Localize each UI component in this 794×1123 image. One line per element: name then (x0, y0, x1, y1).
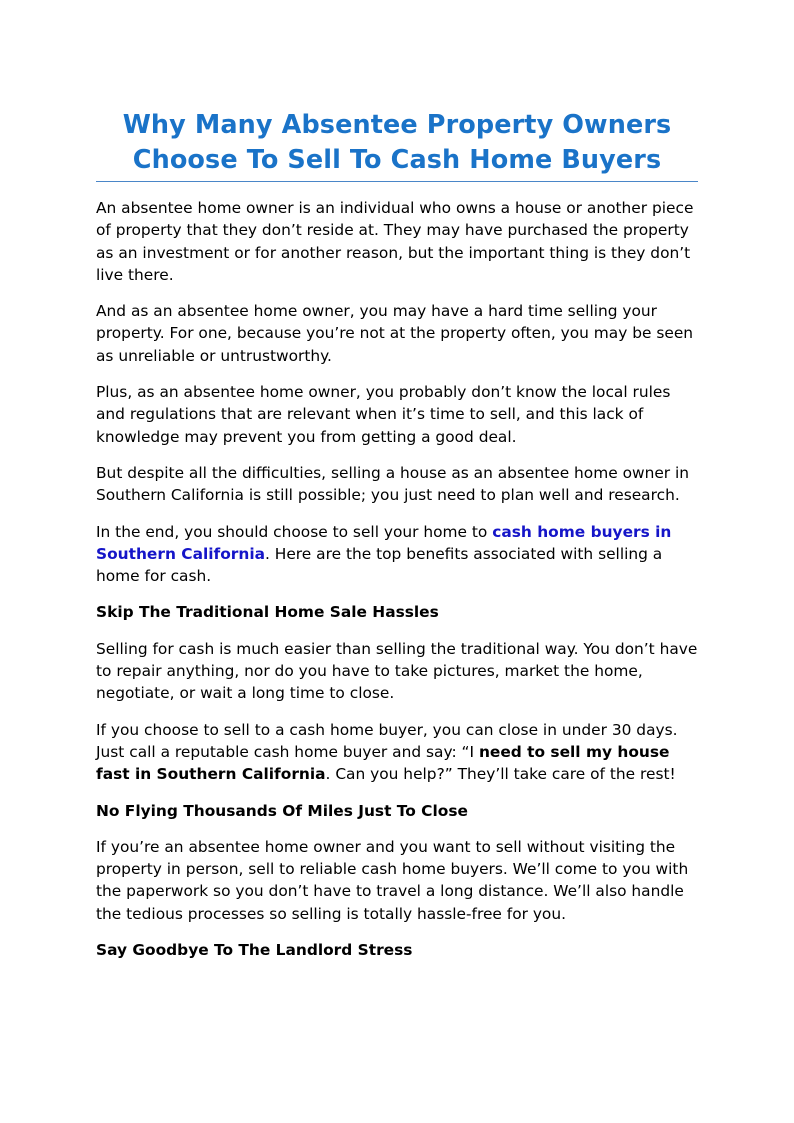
paragraph-close-fast-text-end: . Can you help?” They’ll take care of the rest! (325, 765, 676, 784)
paragraph-cash-buyers (96, 521, 698, 588)
title-line-1: Why Many Absentee Property Owners (122, 110, 672, 140)
title-line-2: Choose To Sell To Cash Home Buyers (132, 145, 662, 175)
paragraph-close-fast (96, 719, 698, 786)
paragraph-cash-buyers-text-start: In the end, you should choose to sell your home to (96, 522, 493, 541)
cash-home-buyers-link[interactable]: cash home buyers in Southern California (96, 522, 672, 563)
paragraph-easier-selling: Selling for cash is much easier than selling the traditional way. You don’t have to repair anything, nor do you have to take pictures, market the home, negotiate, or wait a long time to close. (96, 639, 698, 703)
document-page (96, 108, 698, 961)
paragraph-no-travel: If you’re an absentee home owner and you want to sell without visiting the property in person, sell to reliable cash home buyers. We’ll come to you with the paperwork so you don’t have to travel a long distance. We’ll also handle the tedious processes so selling is totally hassle-free for you. (96, 837, 689, 923)
paragraph-local-rules: Plus, as an absentee home owner, you probably don’t know the local rules and regulations that are relevant when it’s time to sell, and this lack of knowledge may prevent you from getting a good deal. (96, 383, 671, 446)
paragraph-intro: An absentee home owner is an individual who owns a house or another piece of property that they don’t reside at. They may have purchased the property as an investment or for another reason, but the important thing is they don’t live there. (96, 199, 694, 284)
paragraph-selling-difficulty: And as an absentee home owner, you may have a hard time selling your property. For one, because you’re not at the property often, you may be seen as unreliable or untrustworthy. (96, 302, 694, 365)
paragraph-close-fast-text-start: If you choose to sell to a cash home buyer, you can close in under 30 days. Just call a reputable cash home buyer and say: “I (96, 720, 678, 761)
sell-fast-bold-phrase: need to sell my house fast in Southern California (96, 742, 670, 784)
page-title (96, 108, 698, 182)
heading-no-flying: No Flying Thousands Of Miles Just To Close (96, 801, 468, 820)
heading-skip-hassles: Skip The Traditional Home Sale Hassles (96, 603, 439, 622)
paragraph-cash-buyers-text-end: . Here are the top benefits associated with selling a home for cash. (96, 544, 663, 586)
paragraph-still-possible: But despite all the difficulties, selling a house as an absentee home owner in Southern California is still possible; you just need to plan well and research. (96, 463, 690, 505)
heading-landlord-stress: Say Goodbye To The Landlord Stress (96, 941, 413, 960)
